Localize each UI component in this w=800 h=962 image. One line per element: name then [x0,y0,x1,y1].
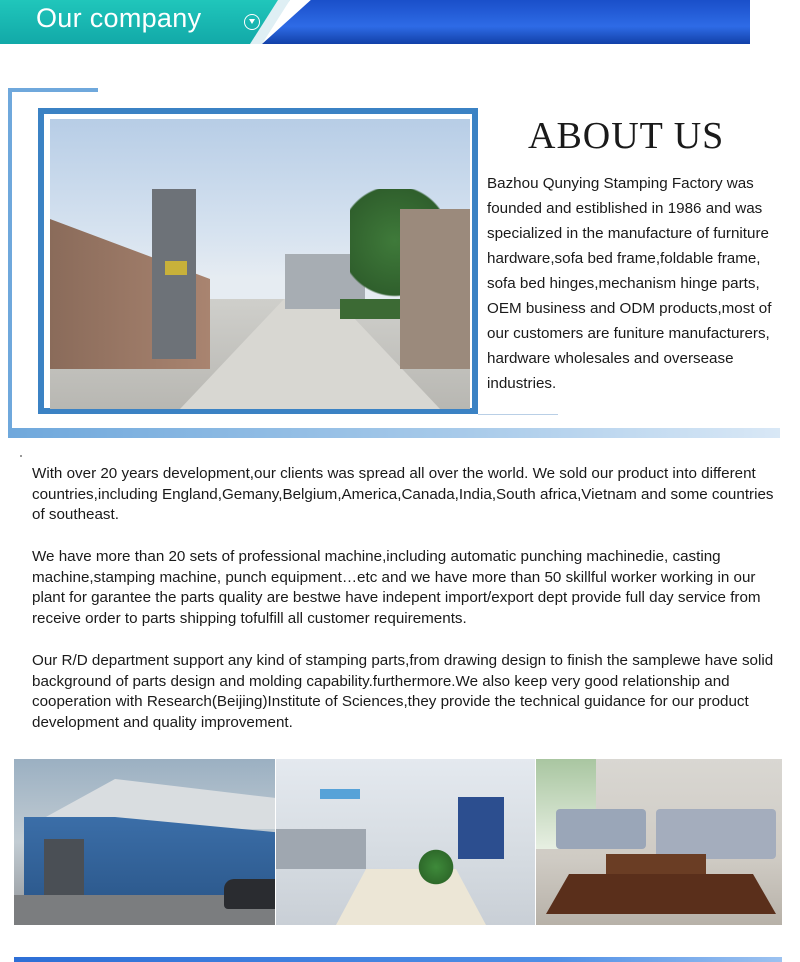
section-banner [0,0,750,44]
about-heading: ABOUT US [528,115,725,157]
factory-yard-photo [50,119,470,409]
chevron-down-icon[interactable] [244,14,260,30]
factory-building-photo [14,759,275,925]
decorative-frame-bottom [8,428,780,438]
divider [478,414,558,415]
office-photo [276,759,535,925]
paragraph-rd: Our R/D department support any kind of stamping parts,from drawing design to finish the samplewe have solid background of parts design and molding capability.furthermore.We also keep very good relationship and cooperation with Research(Beijing)Institute of Sciences,they provide the technical guidance for our product development and quality improvement. [32,652,774,731]
footer-divider [14,957,782,962]
paragraph-clients: With over 20 years development,our clients was spread all over the world. We sold our product into different countries,including England,Gemany,Belgium,America,Canada,India,South africa,Vietnam and some countries of southeast. [32,465,774,523]
banner-title: Our company [36,3,202,33]
paragraph-machines: We have more than 20 sets of professional machine,including automatic punching machinedie, casting machine,stamping machine, punch equipment…etc and we have more than 50 skillful worker working in our plant for garantee the parts quality are bestwe have indepent import/export dept provide full day service from receive order to parts shipping tofulfill all customer requirements. [32,548,761,627]
furniture-showroom-photo [536,759,782,925]
about-description: Bazhou Qunying Stamping Factory was founded and estiblished in 1986 and was specialized in the manufacture of furniture hardware,sofa bed frame,foldable frame, sofa bed hinges,mechanism hinge parts, OEM business and ODM products,most of our customers are funiture manufacturers, hardware wholesales and oversease industries. [487,175,772,392]
